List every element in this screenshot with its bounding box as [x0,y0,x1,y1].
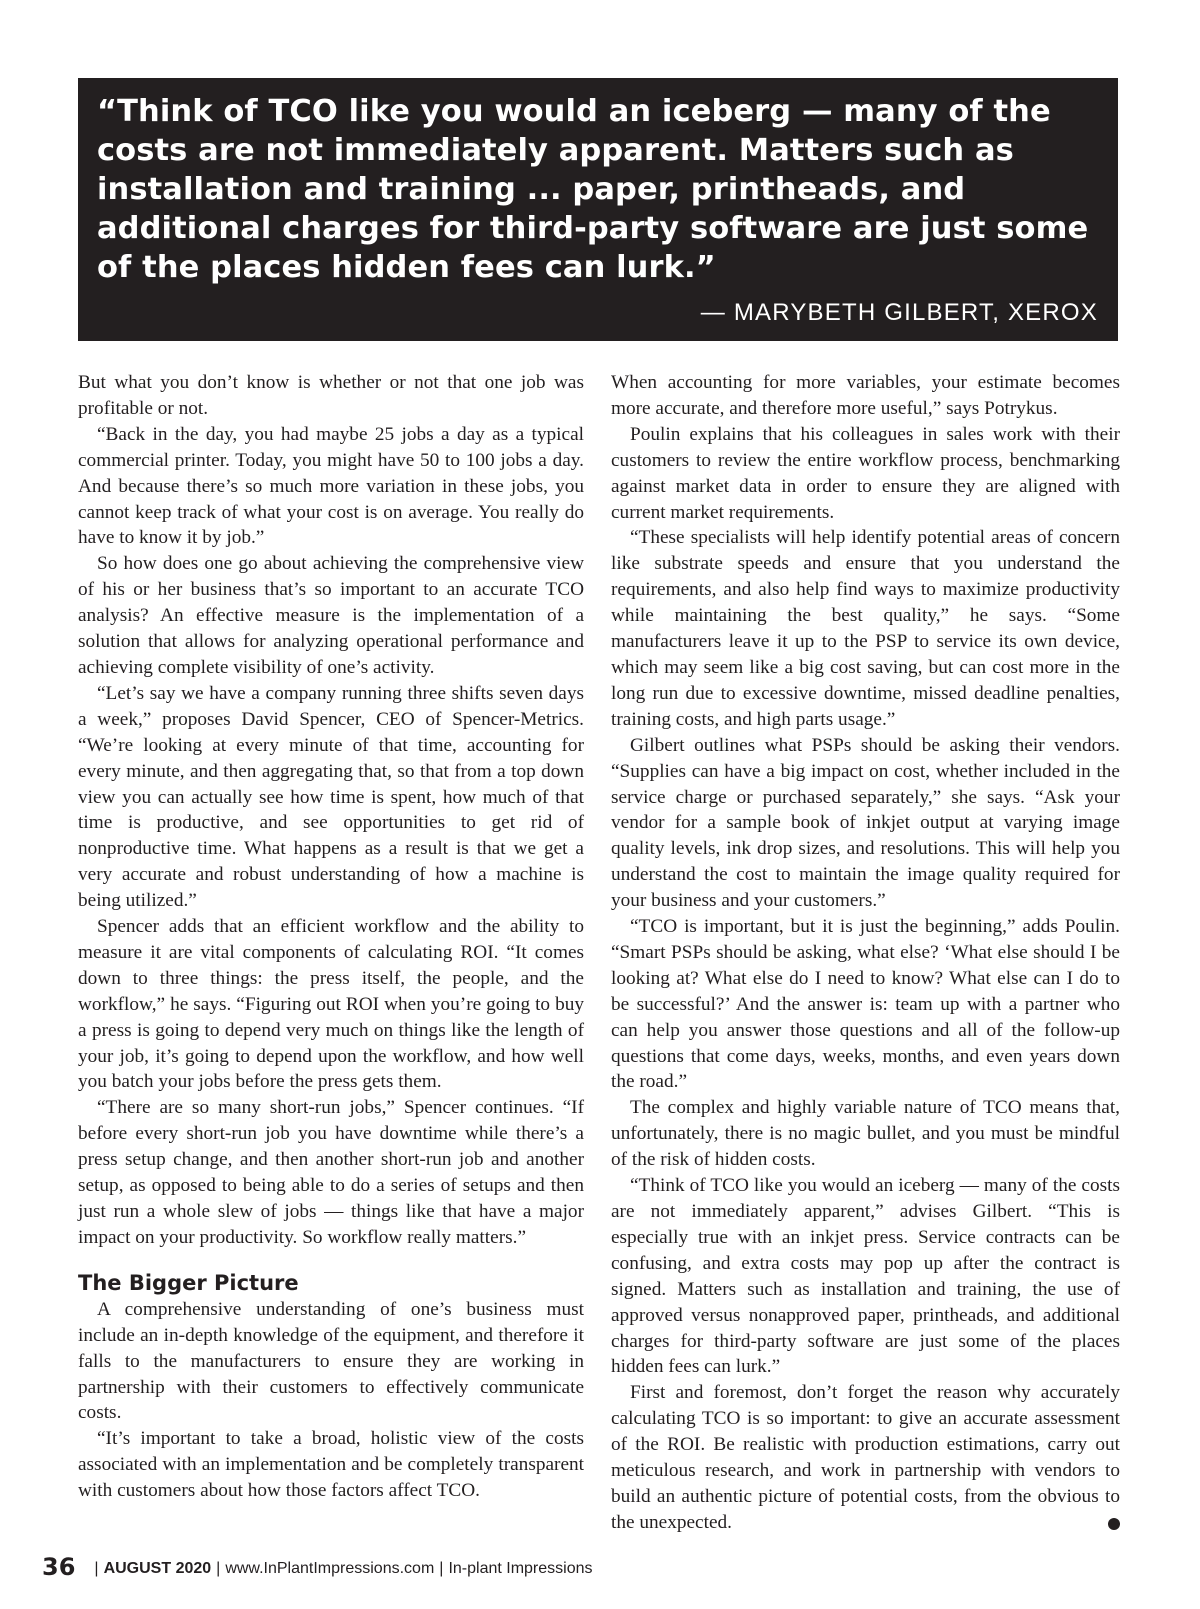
end-mark-icon [1108,1518,1120,1530]
pull-quote-attribution: — MARYBETH GILBERT, XEROX [700,299,1098,326]
footer-separator: | [216,1560,221,1577]
footer-separator: | [94,1560,99,1577]
footer-issue: AUGUST 2020 [103,1560,212,1577]
paragraph: “Back in the day, you had maybe 25 jobs a day as a typical commercial printer. Today, you might have 50 to 100 jobs a day. And because there’s so much more variation in these jobs, you cannot keep track of what your cost is on average. You really do have to know it by job.” [78,423,584,549]
paragraph: When accounting for more variables, your estimate becomes more accurate, and therefore more useful,” says Potrykus. [611,372,1120,419]
paragraph: “It’s important to take a broad, holistic view of the costs associated with an implementation and be completely transparent with customers about how those factors affect TCO. [78,1428,584,1502]
page-footer [42,1553,1042,1581]
paragraph: Poulin explains that his colleagues in sales work with their customers to review the entire workflow process, benchmarking against market data in order to ensure they are aligned with current market requirements. [611,423,1120,523]
paragraph: “These specialists will help identify potential areas of concern like substrate speeds and ensure that you understand the requirements, and also help find ways to maximize productivity while maintaining the best quality,” he says. “Some manufacturers leave it up to the PSP to service its own device, which may seem like a big cost saving, but can cost more in the long run due to excessive downtime, missed deadline penalties, training costs, and high parts usage.” [611,527,1120,730]
paragraph: “Let’s say we have a company running three shifts seven days a week,” proposes David Spencer, CEO of Spencer-Metrics. “We’re looking at every minute of that time, accounting for every minute, and then aggregating that, so that from a top down view you can actually see how time is spent, how much of that time is productive, and see opportunities to get rid of nonproductive time. What happens as a result is that we get a very accurate and robust understanding of how a machine is being utilized.” [78,682,584,912]
paragraph-text: First and foremost, don’t forget the reason why accurately calculating TCO is so important: to give an accurate assessment of the ROI. Be realistic with production estimations, carry out meticulous research, and work in partnership with vendors to build an authentic picture of potential costs, from the obvious to the unexpected. [611,1382,1120,1533]
paragraph: “Think of TCO like you would an iceberg — many of the costs are not immediately apparent,” advises Gilbert. “This is especially true with an inkjet press. Service contracts can be confusing, and extra costs may pop up after the contract is signed. Matters such as installation and training, the use of approved versus nonapproved paper, printheads, and additional charges for third-party software are just some of the places hidden fees can lurk.” [611,1175,1120,1378]
paragraph: “There are so many short-run jobs,” Spencer continues. “If before every short-run job you have downtime while there’s a press setup change, and then another short-run job and another setup, as opposed to being able to do a series of setups and then just run a whole slew of jobs — things like that have a major impact on your productivity. So workflow really matters.” [78,1097,584,1248]
paragraph: But what you don’t know is whether or not that one job was profitable or not. [78,372,584,419]
paragraph: Gilbert outlines what PSPs should be asking their vendors. “Supplies can have a big impact on cost, whether included in the service charge or purchased separately,” she says. “Ask your vendor for a sample book of inkjet output at varying image quality levels, ink drop sizes, and resolutions. This will help you understand the cost to maintain the image quality required for your business and your customers.” [611,734,1120,912]
pull-quote [78,78,1118,341]
paragraph: So how does one go about achieving the comprehensive view of his or her business that’s so important to an accurate TCO analysis? An effective measure is the implementation of a solution that allows for analyzing operational performance and achieving complete visibility of one’s activity. [78,553,584,678]
paragraph: Spencer adds that an efficient workflow and the ability to measure it are vital components of calculating ROI. “It comes down to three things: the press itself, the people, and the workflow,” he says. “Figuring out ROI when you’re going to buy a press is going to depend very much on things like the length of your job, it’s going to depend upon the workflow, and how well you batch your jobs before the press gets them. [78,916,584,1093]
footer-publication: In-plant Impressions [448,1560,593,1577]
footer-website: www.InPlantImpressions.com [225,1560,435,1577]
right-column [611,370,1120,1536]
paragraph: The complex and highly variable nature of TCO means that, unfortunately, there is no magic bullet, and you must be mindful of the risk of hidden costs. [611,1097,1120,1171]
subhead: The Bigger Picture [78,1270,299,1295]
page-number: 36 [42,1553,76,1581]
pull-quote-text: “Think of TCO like you would an iceberg — many of the costs are not immediately apparent. Matters such as installation and training ... paper, printheads, and additional charges for third-party software are just some of the places hidden fees can lurk.” [97,94,1089,285]
paragraph-final [611,1380,1120,1535]
footer-separator: | [439,1560,444,1577]
paragraph: A comprehensive understanding of one’s business must include an in-depth knowledge of the equipment, and therefore it falls to the manufacturers to ensure they are working in partnership with their customers to effectively communicate costs. [78,1298,584,1424]
paragraph: “TCO is important, but it is just the beginning,” adds Poulin. “Smart PSPs should be asking, what else? ‘What else should I be looking at? What else do I need to know? What else can I do to be successful?’ And the answer is: team up with a partner who can help you answer those questions and all of the follow-up questions that come days, weeks, months, and even years down the road.” [611,916,1120,1093]
left-column [78,370,584,1504]
